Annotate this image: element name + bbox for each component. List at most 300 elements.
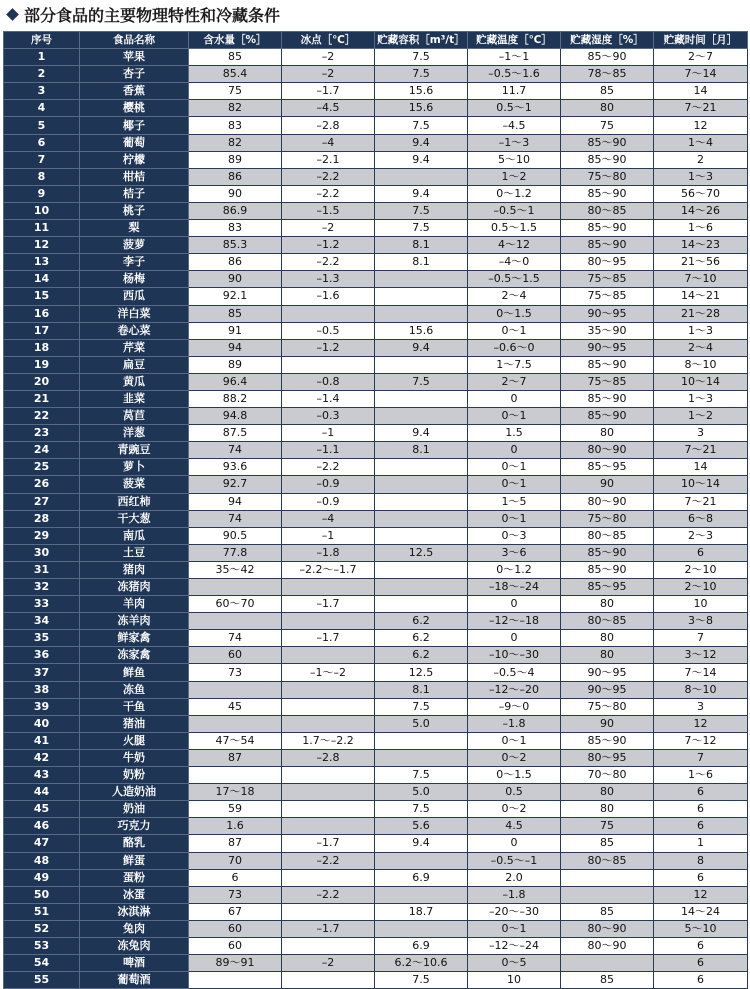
cell-index: 53 [4,937,80,954]
cell-index: 32 [4,579,80,596]
cell-storage-temperature: –1～1 [468,49,561,66]
page-title-text: 部分食品的主要物理特性和冷藏条件 [24,5,281,25]
cell-storage-time: 6～8 [654,510,748,527]
cell-water-content: 60～70 [189,596,282,613]
cell-water-content: 17～18 [189,784,282,801]
cell-freezing-point: –2.2 [282,254,375,271]
cell-storage-humidity: 80 [561,100,654,117]
cell-index: 37 [4,664,80,681]
cell-storage-temperature: –4～0 [468,254,561,271]
table-row [4,818,748,835]
cell-water-content: 73 [189,886,282,903]
cell-water-content: 47～54 [189,732,282,749]
cell-water-content: 94.8 [189,408,282,425]
cell-storage-time: 14～23 [654,237,748,254]
header-storage-time: 贮藏时间［月］ [654,32,748,49]
cell-water-content: 86 [189,168,282,185]
cell-freezing-point: –1.8 [282,544,375,561]
cell-food-name: 苹果 [80,49,189,66]
cell-storage-time: 21～28 [654,305,748,322]
cell-index: 11 [4,220,80,237]
cell-storage-temperature: 0～1.5 [468,305,561,322]
cell-freezing-point [282,937,375,954]
cell-storage-time: 7 [654,630,748,647]
table-row [4,767,748,784]
cell-storage-temperature: 0.5～1 [468,100,561,117]
table-row [4,100,748,117]
cell-storage-volume [375,527,468,544]
cell-water-content: 82 [189,100,282,117]
cell-food-name: 鲜蛋 [80,852,189,869]
cell-storage-time: 1～4 [654,134,748,151]
cell-storage-temperature: 5～10 [468,151,561,168]
cell-storage-time: 6 [654,784,748,801]
cell-water-content: 96.4 [189,373,282,390]
cell-storage-volume: 7.5 [375,698,468,715]
cell-storage-volume: 7.5 [375,373,468,390]
cell-storage-volume: 6.9 [375,937,468,954]
cell-freezing-point [282,972,375,989]
cell-storage-volume: 7.5 [375,49,468,66]
cell-water-content: 83 [189,117,282,134]
cell-storage-humidity: 85～95 [561,579,654,596]
cell-storage-humidity: 80～90 [561,442,654,459]
cell-index: 12 [4,237,80,254]
cell-storage-volume: 18.7 [375,903,468,920]
cell-storage-humidity: 85～95 [561,459,654,476]
cell-freezing-point: –1.2 [282,237,375,254]
cell-storage-temperature: 1.5 [468,425,561,442]
cell-storage-time: 7～21 [654,442,748,459]
table-row [4,852,748,869]
cell-freezing-point: –2 [282,955,375,972]
cell-index: 51 [4,903,80,920]
cell-storage-temperature: 0.5 [468,784,561,801]
cell-water-content [189,972,282,989]
cell-storage-time: 10～14 [654,476,748,493]
cell-food-name: 柠檬 [80,151,189,168]
cell-water-content: 60 [189,937,282,954]
cell-index: 18 [4,339,80,356]
table-row [4,185,748,202]
cell-storage-temperature: 0～2 [468,749,561,766]
cell-food-name: 椰子 [80,117,189,134]
cell-water-content: 94 [189,493,282,510]
cell-food-name: 杨梅 [80,271,189,288]
cell-food-name: 冻兔肉 [80,937,189,954]
cell-food-name: 南瓜 [80,527,189,544]
cell-water-content: 74 [189,510,282,527]
cell-storage-volume [375,476,468,493]
cell-water-content: 1.6 [189,818,282,835]
table-row [4,920,748,937]
cell-storage-humidity: 85～90 [561,561,654,578]
cell-water-content: 35～42 [189,561,282,578]
cell-index: 28 [4,510,80,527]
cell-storage-temperature: 0～1.2 [468,561,561,578]
cell-freezing-point: –4.5 [282,100,375,117]
cell-storage-humidity: 85～90 [561,390,654,407]
cell-food-name: 奶油 [80,801,189,818]
cell-storage-humidity: 80～90 [561,493,654,510]
cell-storage-temperature: 1～2 [468,168,561,185]
cell-storage-temperature: 4～12 [468,237,561,254]
cell-storage-volume: 8.1 [375,237,468,254]
table-row [4,596,748,613]
table-row [4,134,748,151]
cell-storage-temperature: 0～1 [468,459,561,476]
cell-food-name: 羊肉 [80,596,189,613]
cell-storage-humidity: 85 [561,83,654,100]
cell-storage-volume: 15.6 [375,100,468,117]
cell-index: 46 [4,818,80,835]
table-row [4,886,748,903]
cell-index: 7 [4,151,80,168]
cell-storage-temperature: –0.5～1 [468,202,561,219]
cell-storage-temperature: 10 [468,972,561,989]
cell-water-content: 60 [189,920,282,937]
cell-freezing-point: –0.8 [282,373,375,390]
cell-index: 31 [4,561,80,578]
cell-freezing-point [282,801,375,818]
cell-storage-temperature: 0～1.5 [468,767,561,784]
cell-storage-humidity: 85～90 [561,220,654,237]
table-row [4,66,748,83]
cell-storage-time: 14～24 [654,903,748,920]
cell-food-name: 酪乳 [80,835,189,852]
cell-freezing-point [282,903,375,920]
cell-storage-volume: 5.6 [375,818,468,835]
cell-storage-time: 6 [654,972,748,989]
cell-storage-time: 5～10 [654,920,748,937]
cell-storage-volume: 9.4 [375,134,468,151]
cell-water-content: 88.2 [189,390,282,407]
header-storage-temperature: 贮藏温度［℃］ [468,32,561,49]
cell-storage-volume: 12.5 [375,664,468,681]
cell-storage-temperature: –1～3 [468,134,561,151]
cell-storage-time: 14 [654,459,748,476]
cell-water-content: 89 [189,151,282,168]
cell-water-content: 89 [189,356,282,373]
cell-storage-time: 6 [654,937,748,954]
cell-storage-volume: 7.5 [375,767,468,784]
cell-storage-volume: 6.2～10.6 [375,955,468,972]
cell-index: 54 [4,955,80,972]
cell-storage-humidity: 90 [561,715,654,732]
cell-storage-humidity: 85～90 [561,544,654,561]
table-row [4,202,748,219]
cell-index: 49 [4,869,80,886]
cell-water-content: 85.3 [189,237,282,254]
cell-index: 15 [4,288,80,305]
cell-food-name: 啤酒 [80,955,189,972]
cell-storage-time: 1～3 [654,322,748,339]
cell-freezing-point [282,613,375,630]
cell-food-name: 桔子 [80,185,189,202]
cell-water-content: 92.1 [189,288,282,305]
cell-index: 13 [4,254,80,271]
table-row [4,784,748,801]
cell-freezing-point: –1.1 [282,442,375,459]
cell-storage-temperature: 0 [468,442,561,459]
cell-storage-humidity: 80～85 [561,527,654,544]
cell-index: 27 [4,493,80,510]
cell-storage-humidity: 90～95 [561,305,654,322]
cell-freezing-point [282,305,375,322]
cell-storage-humidity: 85～90 [561,134,654,151]
cell-storage-volume [375,356,468,373]
cell-storage-volume [375,732,468,749]
cell-food-name: 青豌豆 [80,442,189,459]
food-storage-table [3,31,748,989]
cell-storage-time: 2～3 [654,527,748,544]
cell-index: 22 [4,408,80,425]
cell-storage-humidity: 70～80 [561,767,654,784]
table-row [4,749,748,766]
cell-storage-time: 12 [654,715,748,732]
cell-storage-volume: 6.2 [375,613,468,630]
header-freezing-point: 冰点［℃］ [282,32,375,49]
cell-food-name: 黄瓜 [80,373,189,390]
cell-index: 44 [4,784,80,801]
cell-storage-volume: 6.2 [375,630,468,647]
cell-storage-volume: 7.5 [375,220,468,237]
cell-storage-volume [375,920,468,937]
cell-storage-volume [375,168,468,185]
cell-water-content: 90 [189,271,282,288]
table-row [4,613,748,630]
table-row [4,254,748,271]
table-row [4,937,748,954]
cell-food-name: 卷心菜 [80,322,189,339]
cell-storage-time: 7 [654,749,748,766]
cell-storage-volume: 7.5 [375,202,468,219]
cell-freezing-point [282,698,375,715]
table-row [4,801,748,818]
table-row [4,510,748,527]
cell-freezing-point: –1～–2 [282,664,375,681]
cell-freezing-point [282,715,375,732]
cell-storage-time: 1～2 [654,408,748,425]
cell-food-name: 桃子 [80,202,189,219]
cell-storage-volume [375,493,468,510]
table-row [4,305,748,322]
cell-storage-volume: 7.5 [375,801,468,818]
cell-storage-temperature: 1～7.5 [468,356,561,373]
cell-freezing-point: –2.2～–1.7 [282,561,375,578]
cell-storage-temperature: 11.7 [468,83,561,100]
cell-water-content: 85.4 [189,66,282,83]
cell-water-content: 74 [189,442,282,459]
cell-index: 3 [4,83,80,100]
cell-food-name: 葡萄酒 [80,972,189,989]
cell-storage-humidity: 75～80 [561,168,654,185]
cell-index: 41 [4,732,80,749]
cell-freezing-point [282,767,375,784]
cell-storage-time: 7～12 [654,732,748,749]
cell-storage-temperature: –4.5 [468,117,561,134]
cell-storage-humidity: 80 [561,647,654,664]
cell-storage-temperature: 0～5 [468,955,561,972]
cell-water-content: 85 [189,49,282,66]
cell-freezing-point [282,681,375,698]
cell-storage-temperature: 0～1 [468,510,561,527]
cell-food-name: 猪肉 [80,561,189,578]
cell-freezing-point: –2 [282,66,375,83]
cell-water-content: 70 [189,852,282,869]
cell-storage-temperature: 4.5 [468,818,561,835]
cell-storage-humidity: 85 [561,972,654,989]
cell-storage-time: 2～4 [654,339,748,356]
table-row [4,425,748,442]
table-row [4,459,748,476]
table-row [4,715,748,732]
cell-food-name: 柑桔 [80,168,189,185]
cell-water-content: 90.5 [189,527,282,544]
cell-freezing-point: –0.9 [282,476,375,493]
cell-storage-time: 10～14 [654,373,748,390]
cell-storage-temperature: –12～–20 [468,681,561,698]
cell-index: 40 [4,715,80,732]
table-row [4,151,748,168]
cell-storage-volume: 6.2 [375,647,468,664]
table-row [4,579,748,596]
cell-freezing-point: –1.5 [282,202,375,219]
cell-storage-volume [375,408,468,425]
cell-storage-volume: 9.4 [375,339,468,356]
table-row [4,647,748,664]
table-row [4,288,748,305]
cell-index: 50 [4,886,80,903]
cell-food-name: 韭菜 [80,390,189,407]
header-water-content: 含水量［%］ [189,32,282,49]
cell-storage-volume: 8.1 [375,442,468,459]
cell-water-content: 45 [189,698,282,715]
cell-storage-humidity: 80 [561,425,654,442]
cell-food-name: 冻猪肉 [80,579,189,596]
cell-storage-temperature: –12～–24 [468,937,561,954]
header-index: 序号 [4,32,80,49]
cell-storage-time: 6 [654,544,748,561]
cell-index: 24 [4,442,80,459]
cell-freezing-point: –2.1 [282,151,375,168]
table-row [4,527,748,544]
cell-storage-humidity: 80 [561,784,654,801]
cell-water-content: 85 [189,305,282,322]
cell-storage-volume: 9.4 [375,185,468,202]
cell-storage-humidity: 90～95 [561,664,654,681]
cell-freezing-point: –1 [282,527,375,544]
cell-storage-time: 1 [654,835,748,852]
cell-storage-volume [375,305,468,322]
cell-storage-temperature: –0.5～–1 [468,852,561,869]
cell-water-content: 87 [189,749,282,766]
cell-food-name: 洋葱 [80,425,189,442]
cell-index: 55 [4,972,80,989]
cell-storage-temperature: 0 [468,835,561,852]
cell-storage-humidity: 80～90 [561,937,654,954]
cell-index: 6 [4,134,80,151]
cell-storage-temperature: 0～1 [468,322,561,339]
cell-water-content [189,767,282,784]
cell-storage-humidity: 80～90 [561,920,654,937]
cell-index: 25 [4,459,80,476]
cell-food-name: 香蕉 [80,83,189,100]
cell-storage-temperature: –0.5～1.5 [468,271,561,288]
cell-freezing-point: –1.7 [282,630,375,647]
cell-freezing-point [282,869,375,886]
cell-storage-volume [375,561,468,578]
table-row [4,390,748,407]
cell-index: 4 [4,100,80,117]
cell-water-content: 91 [189,322,282,339]
cell-storage-time: 7～21 [654,493,748,510]
cell-food-name: 冻鱼 [80,681,189,698]
cell-freezing-point: –2.8 [282,749,375,766]
cell-storage-humidity: 90～95 [561,339,654,356]
cell-freezing-point: –2 [282,220,375,237]
cell-index: 35 [4,630,80,647]
cell-water-content: 82 [189,134,282,151]
cell-storage-time: 1～6 [654,220,748,237]
cell-storage-volume: 8.1 [375,681,468,698]
cell-freezing-point [282,579,375,596]
cell-storage-volume: 9.4 [375,835,468,852]
cell-storage-time: 7～21 [654,100,748,117]
header-food-name: 食品名称 [80,32,189,49]
cell-storage-temperature: 0～3 [468,527,561,544]
cell-storage-humidity: 75～85 [561,271,654,288]
cell-storage-volume [375,271,468,288]
cell-water-content: 87 [189,835,282,852]
table-row [4,732,748,749]
cell-storage-time: 2 [654,151,748,168]
cell-freezing-point [282,784,375,801]
cell-storage-temperature: 1～5 [468,493,561,510]
cell-food-name: 冰淇淋 [80,903,189,920]
cell-water-content: 93.6 [189,459,282,476]
cell-water-content: 94 [189,339,282,356]
cell-storage-volume: 7.5 [375,117,468,134]
cell-water-content: 6 [189,869,282,886]
cell-storage-temperature: –0.5～1.6 [468,66,561,83]
cell-storage-time: 2～10 [654,561,748,578]
cell-food-name: 扁豆 [80,356,189,373]
cell-freezing-point: –4 [282,134,375,151]
table-row [4,955,748,972]
cell-freezing-point: –1.2 [282,339,375,356]
cell-water-content: 89～91 [189,955,282,972]
cell-freezing-point: –0.3 [282,408,375,425]
cell-water-content: 87.5 [189,425,282,442]
cell-storage-humidity: 85 [561,835,654,852]
table-row [4,168,748,185]
cell-food-name: 菠萝 [80,237,189,254]
cell-storage-time: 12 [654,886,748,903]
cell-storage-humidity: 85～90 [561,732,654,749]
cell-index: 42 [4,749,80,766]
cell-storage-humidity: 75～80 [561,510,654,527]
cell-storage-temperature: 0～1 [468,476,561,493]
table-row [4,271,748,288]
cell-freezing-point [282,356,375,373]
cell-food-name: 干大葱 [80,510,189,527]
cell-storage-humidity: 80 [561,596,654,613]
cell-storage-humidity: 80 [561,630,654,647]
cell-storage-volume: 15.6 [375,322,468,339]
cell-storage-temperature: 0～1 [468,732,561,749]
header-storage-humidity: 贮藏湿度［%］ [561,32,654,49]
